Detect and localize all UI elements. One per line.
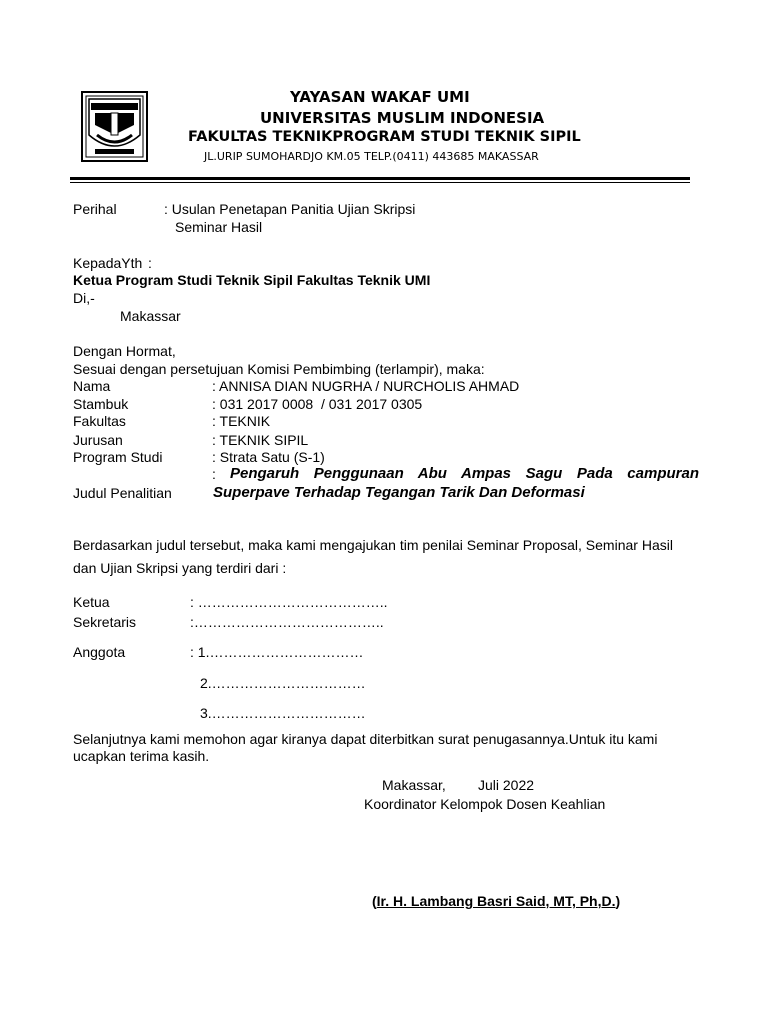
field-value-program-studi: : Strata Satu (S-1) [212,449,325,465]
judul-label: Judul Penalitian [73,485,172,501]
sekretaris-value: :………………………………….. [190,614,384,630]
field-label-program-studi: Program Studi [73,449,163,465]
judul-line-1: Pengaruh Penggunaan Abu Ampas Sagu Pada campuran [230,465,699,482]
kepada-label: KepadaYth [73,255,143,271]
perihal-value-2: Seminar Hasil [175,219,263,235]
sekretaris-label: Sekretaris [73,614,137,630]
sign-position: Koordinator Kelompok Dosen Keahlian [364,796,606,812]
field-label-jurusan: Jurusan [73,432,123,448]
kepada-colon: : [148,255,152,271]
field-value-stambuk: : 031 2017 0008 / 031 2017 0305 [212,396,423,412]
intro-text: Sesuai dengan persetujuan Komisi Pembimbing (terlampir), maka: [73,361,485,377]
field-value-nama: : ANNISA DIAN NUGRHA / NURCHOLIS AHMAD [212,378,520,394]
greeting: Dengan Hormat, [73,343,176,359]
perihal-value: : Usulan Penetapan Panitia Ujian Skripsi [164,201,416,217]
address-line: JL.URIP SUMOHARDJO KM.05 TELP.(0411) 443685 MAKASSAR [204,150,539,163]
anggota-1: : 1.…………………………… [190,644,364,660]
header-divider-thick [70,177,690,180]
closing-line-2: ucapkan terima kasih. [73,748,210,764]
paragraph-1-line-2: dan Ujian Skripsi yang terdiri dari : [73,560,287,576]
faculty-name: FAKULTAS TEKNIKPROGRAM STUDI TEKNIK SIPIL [188,129,581,145]
field-value-fakultas: : TEKNIK [212,413,271,429]
recipient-di: Di,- [73,290,95,306]
judul-line-2: Superpave Terhadap Tegangan Tarik Dan Deformasi [213,484,585,501]
field-label-nama: Nama [73,378,111,394]
perihal-label: Perihal [73,201,117,217]
signatory-name-text: Ir. H. Lambang Basri Said, MT, Ph,D. [376,893,616,909]
closing-line-1: Selanjutnya kami memohon agar kiranya dapat diterbitkan surat penugasannya.Untuk itu kami [73,731,658,747]
anggota-3: 3.…………………………… [200,705,366,721]
university-name: UNIVERSITAS MUSLIM INDONESIA [260,109,545,127]
field-label-stambuk: Stambuk [73,396,129,412]
signatory-name: (Ir. H. Lambang Basri Said, MT, Ph,D.) [372,893,621,909]
foundation-name: YAYASAN WAKAF UMI [290,88,470,106]
recipient-city: Makassar [120,308,181,324]
university-logo [81,91,148,162]
ketua-label: Ketua [73,594,110,610]
field-value-jurusan: : TEKNIK SIPIL [212,432,309,448]
sign-place: Makassar, [382,777,446,793]
sign-date: Juli 2022 [478,777,535,793]
paragraph-1-line-1: Berdasarkan judul tersebut, maka kami mengajukan tim penilai Seminar Proposal, Seminar Hasil [73,537,673,553]
anggota-2: 2.…………………………… [200,675,366,691]
field-label-fakultas: Fakultas [73,413,126,429]
anggota-label: Anggota [73,644,126,660]
header-divider-thin [70,182,690,183]
judul-colon: : [212,466,216,482]
ketua-value: : ………………………………….. [190,594,388,610]
recipient-name: Ketua Program Studi Teknik Sipil Fakultas Teknik UMI [73,272,431,288]
